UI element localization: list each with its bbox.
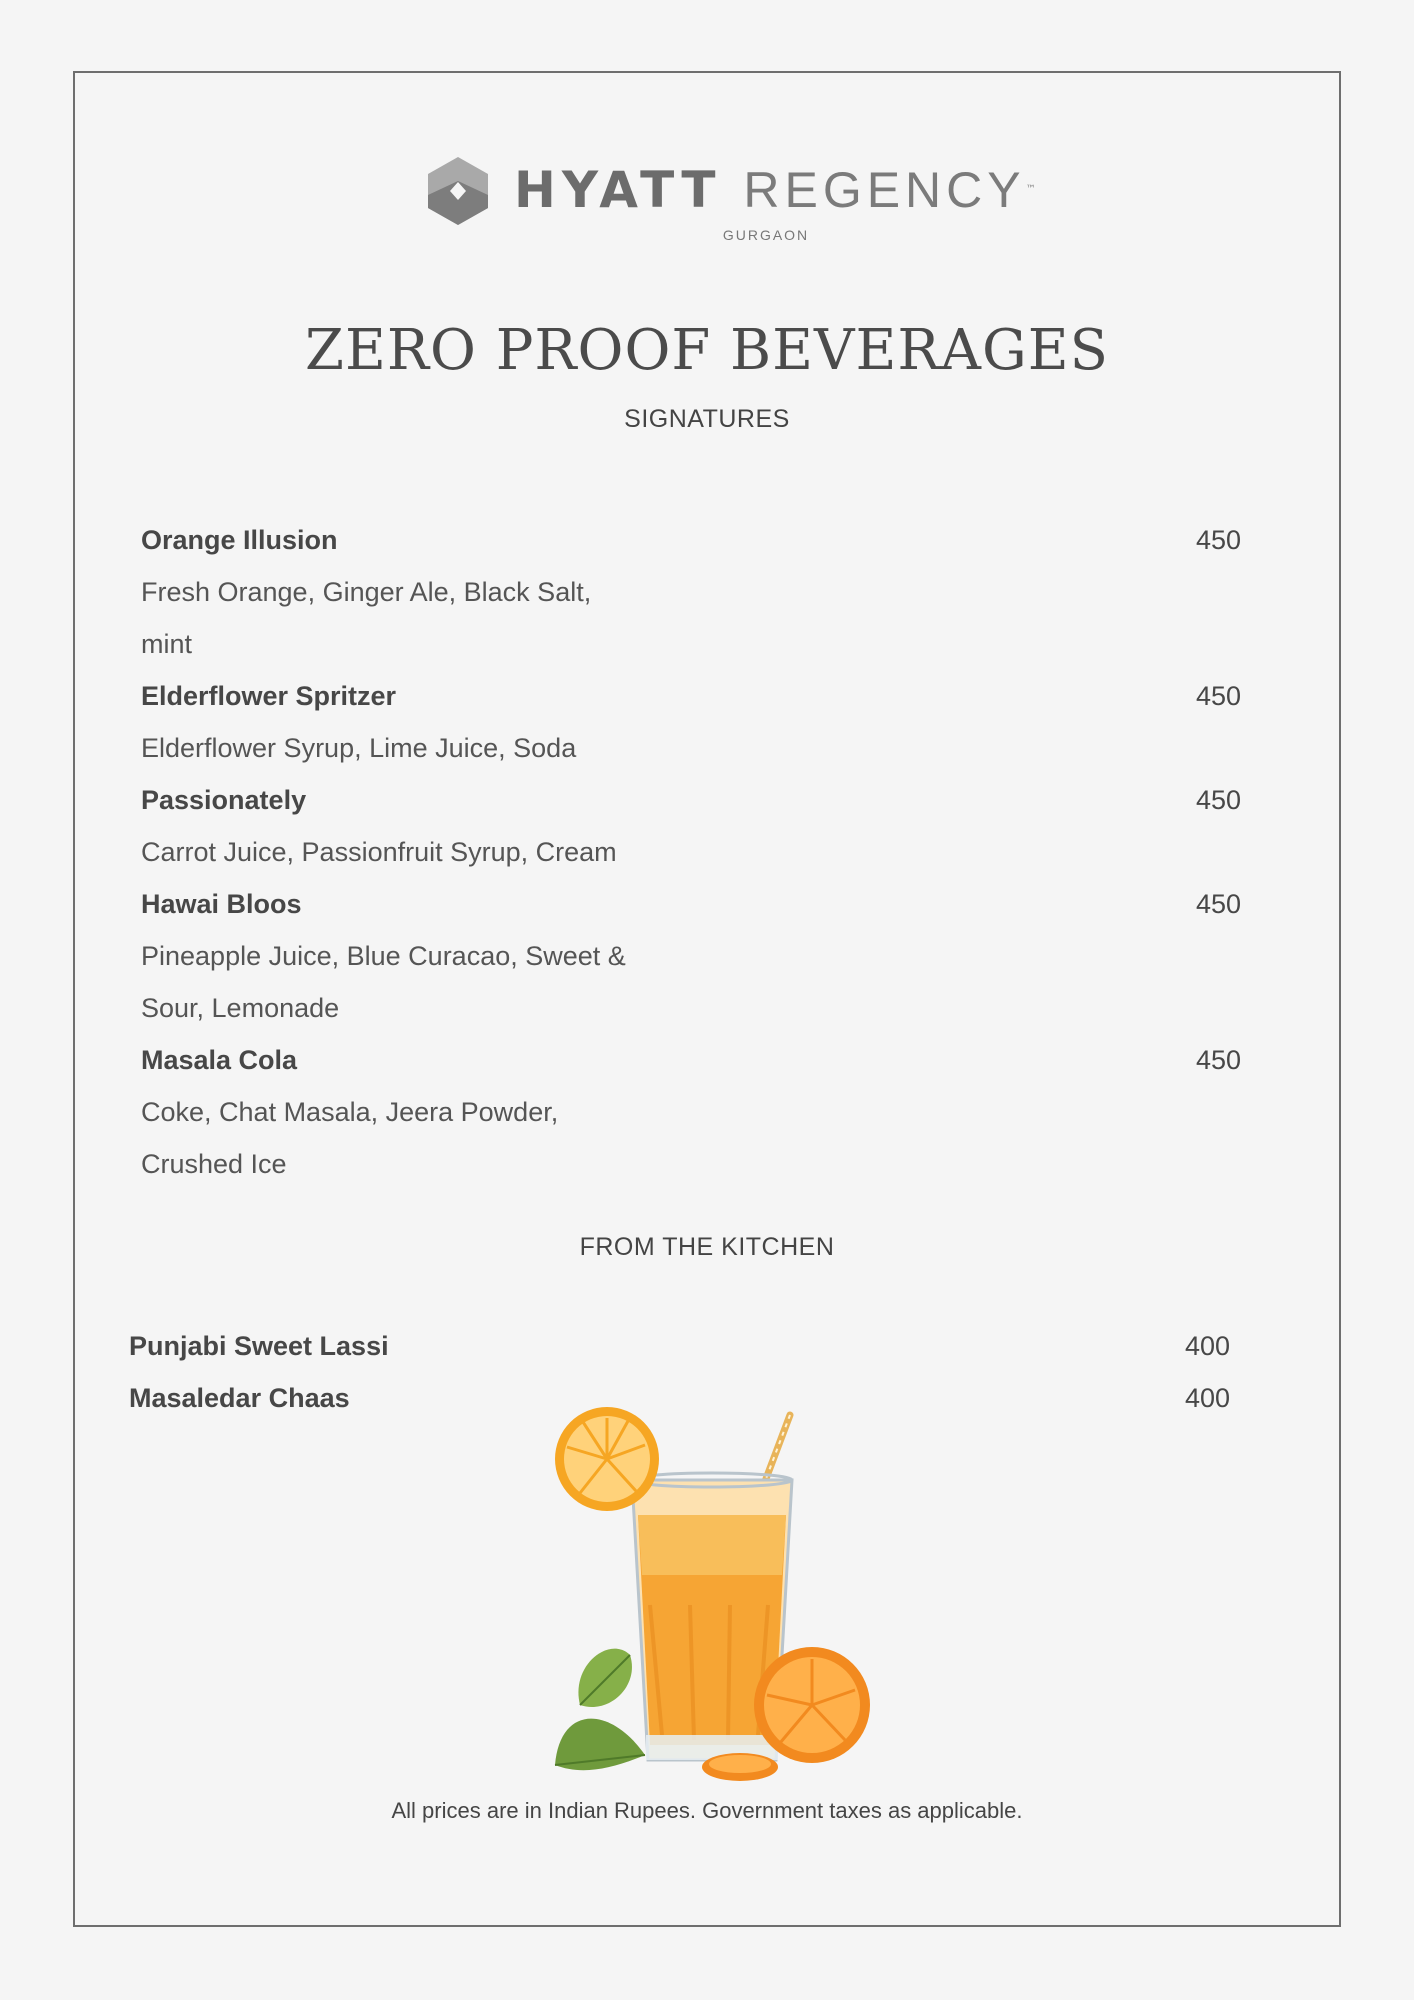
logo-word-hyatt: HYATT [514,161,722,219]
signature-item-price: 450 [1196,889,1242,919]
signature-item-description: Coke, Chat Masala, Jeera Powder, [141,1097,559,1127]
signature-item-description: Carrot Juice, Passionfruit Syrup, Cream [141,837,617,867]
signature-item-price: 450 [1196,681,1242,711]
kitchen-item-price: 400 [1185,1383,1231,1413]
signatures-heading: SIGNATURES [624,405,790,433]
trademark-mark: ™ [1025,184,1036,195]
hyatt-regency-logo [426,155,1036,255]
kitchen-item-price: 400 [1185,1331,1231,1361]
signature-item-price: 450 [1196,785,1242,815]
signature-item-name: Orange Illusion [141,525,338,555]
signature-item-name: Elderflower Spritzer [141,681,397,711]
signature-item-price: 450 [1196,525,1242,555]
signature-item-name: Masala Cola [141,1045,298,1075]
kitchen-item-name: Punjabi Sweet Lassi [129,1331,389,1361]
signature-item-description: Crushed Ice [141,1149,287,1179]
signature-item-name: Passionately [141,785,307,815]
signature-item-description: Sour, Lemonade [141,993,340,1023]
signature-item-description: Pineapple Juice, Blue Curacao, Sweet & [141,941,626,971]
logo-word-regency: REGENCY [743,162,1026,218]
kitchen-heading: FROM THE KITCHEN [579,1233,835,1261]
signature-item-name: Hawai Bloos [141,889,302,919]
signature-item-description: mint [141,629,193,659]
logo-location: GURGAON [722,227,810,243]
signature-item-description: Fresh Orange, Ginger Ale, Black Salt, [141,577,592,607]
price-disclaimer: All prices are in Indian Rupees. Government taxes as applicable. [391,1798,1023,1823]
signature-item-description: Elderflower Syrup, Lime Juice, Soda [141,733,577,763]
hyatt-hexagon-icon [426,155,490,227]
kitchen-item-name: Masaledar Chaas [129,1383,350,1413]
menu-title: ZERO PROOF BEVERAGES [305,318,1109,383]
orange-juice-glass-icon [550,1405,880,1785]
signature-item-price: 450 [1196,1045,1242,1075]
